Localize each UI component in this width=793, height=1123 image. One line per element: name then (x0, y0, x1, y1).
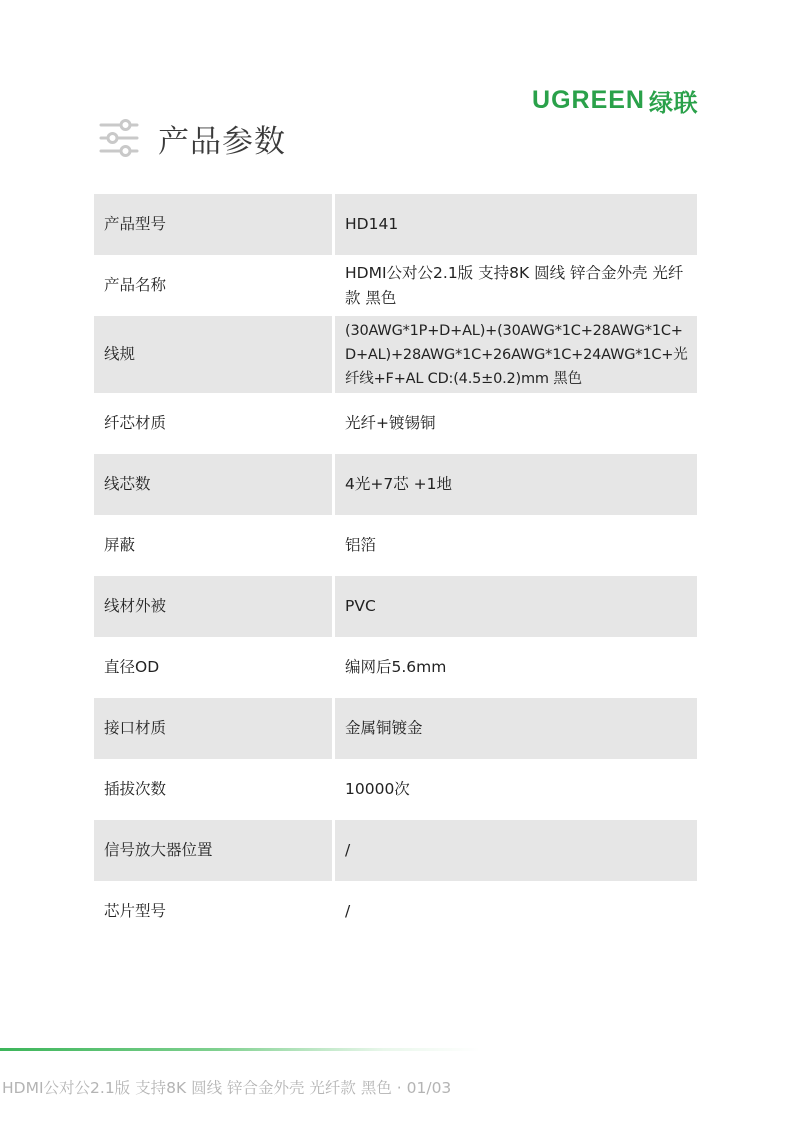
spec-row-model (94, 194, 697, 255)
spec-row-amplifier-position (94, 820, 697, 881)
brand-logo (532, 84, 698, 116)
footer-divider (0, 1048, 480, 1051)
brand-name-cn: 绿联 (649, 89, 698, 117)
spec-table (94, 194, 697, 942)
spec-label: 接口材质 (94, 698, 332, 759)
spec-value: PVC (335, 576, 697, 637)
spec-label: 信号放大器位置 (94, 820, 332, 881)
spec-row-core-material (94, 393, 697, 454)
spec-label: 直径OD (104, 658, 160, 676)
spec-label: 线芯数 (94, 454, 332, 515)
spec-value: 4光+7芯 +1地 (335, 454, 697, 515)
spec-value: / (335, 820, 697, 881)
spec-value: 金属铜镀金 (335, 698, 697, 759)
spec-label: 产品名称 (104, 276, 167, 294)
spec-value: / (345, 902, 351, 920)
section-heading (98, 116, 286, 160)
spec-row-insertion-cycles (94, 759, 697, 820)
spec-label: 插拔次数 (104, 780, 167, 798)
spec-label: 产品型号 (94, 194, 332, 255)
sliders-icon (98, 118, 140, 158)
spec-value: 编网后5.6mm (345, 658, 447, 676)
spec-row-core-count (94, 454, 697, 515)
spec-row-diameter (94, 637, 697, 698)
spec-value: 铝箔 (345, 536, 377, 554)
spec-row-connector-material (94, 698, 697, 759)
spec-value: (30AWG*1P+D+AL)+(30AWG*1C+28AWG*1C+D+AL)+28AWG*1C+26AWG*1C+24AWG*1C+光纤线+F+AL CD:(4.5±0.2)mm 黑色 (335, 316, 697, 393)
footer-caption: HDMI公对公2.1版 支持8K 圆线 锌合金外壳 光纤款 黑色 · 01/03 (2, 1079, 452, 1097)
spec-label: 纤芯材质 (104, 414, 167, 432)
spec-row-shielding (94, 515, 697, 576)
spec-value: 10000次 (345, 780, 410, 798)
spec-row-chip-model (94, 881, 697, 942)
spec-label: 线材外被 (94, 576, 332, 637)
spec-row-wire-gauge (94, 316, 697, 393)
spec-label: 芯片型号 (104, 902, 167, 920)
spec-row-name (94, 255, 697, 316)
spec-label: 线规 (94, 316, 332, 393)
spec-value: 光纤+镀锡铜 (345, 414, 436, 432)
spec-value: HD141 (335, 194, 697, 255)
spec-label: 屏蔽 (104, 536, 136, 554)
spec-row-jacket (94, 576, 697, 637)
page-title: 产品参数 (158, 123, 286, 160)
brand-name-en: UGREEN (532, 85, 645, 114)
spec-value: HDMI公对公2.1版 支持8K 圆线 锌合金外壳 光纤款 黑色 (345, 263, 684, 307)
